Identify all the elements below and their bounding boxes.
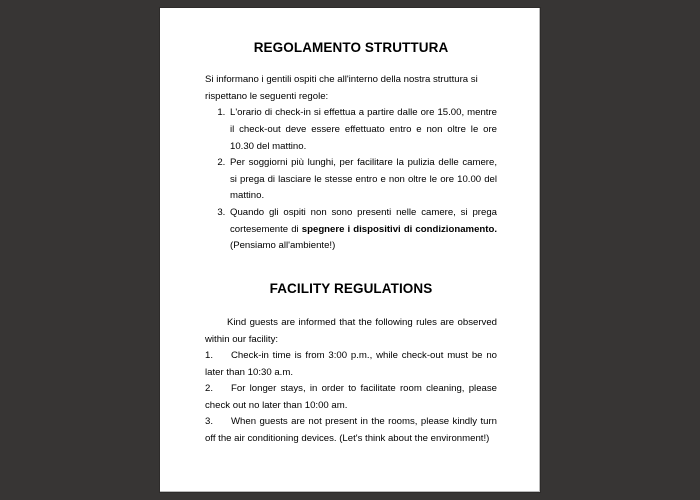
english-rule-2-number: 2. [205, 383, 214, 395]
italian-rule-3-bold: spegnere i dispositivi di condizionamento. [301, 223, 497, 235]
english-section-title: FACILITY REGULATIONS [269, 280, 433, 296]
list-item [228, 155, 497, 205]
list-item [228, 105, 497, 155]
english-rule-2-text: For longer stays, in order to facilitate room cleaning, please check out no later than 10:00 am. [205, 383, 497, 411]
list-item [205, 348, 497, 381]
list-item [205, 381, 497, 414]
list-item [228, 205, 497, 255]
italian-section-title: REGOLAMENTO STRUTTURA [253, 40, 449, 55]
italian-rule-2-text: Per soggiorni più lunghi, per facilitare la pulizia delle camere, si prega di lasciare le stesse entro e non oltre le ore 10.00 del mattino. [230, 157, 497, 202]
page-content [205, 40, 497, 448]
english-intro-paragraph: Kind guests are informed that the following rules are observed within our facility: [205, 316, 497, 345]
italian-rule-3-text-after: (Pensiamo all'ambiente!) [230, 240, 336, 252]
english-rule-3-number: 3. [205, 416, 214, 428]
italian-rules-list [205, 105, 497, 254]
document-page [160, 8, 540, 492]
italian-intro-paragraph: Si informano i gentili ospiti che all'interno della nostra struttura si rispettano le seguenti regole: [205, 74, 478, 102]
italian-rule-3-text-before: Quando gli ospiti non sono presenti nelle camere, si prega cortesemente di [230, 206, 497, 235]
english-rules-block [205, 315, 497, 448]
english-rule-1-text: Check-in time is from 3:00 p.m., while check-out must be no later than 10:30 a.m. [205, 350, 497, 378]
italian-rule-1-text: L'orario di check-in si effettua a partire dalle ore 15.00, mentre il check-out deve essere effettuato entro e non oltre le ore 10.30 del mattino. [230, 107, 497, 152]
list-item [205, 414, 497, 447]
english-rule-3-text: When guests are not present in the rooms, please kindly turn off the air conditioning devices. (Let's think about the environment!) [205, 416, 497, 445]
english-rule-1-number: 1. [205, 350, 214, 362]
